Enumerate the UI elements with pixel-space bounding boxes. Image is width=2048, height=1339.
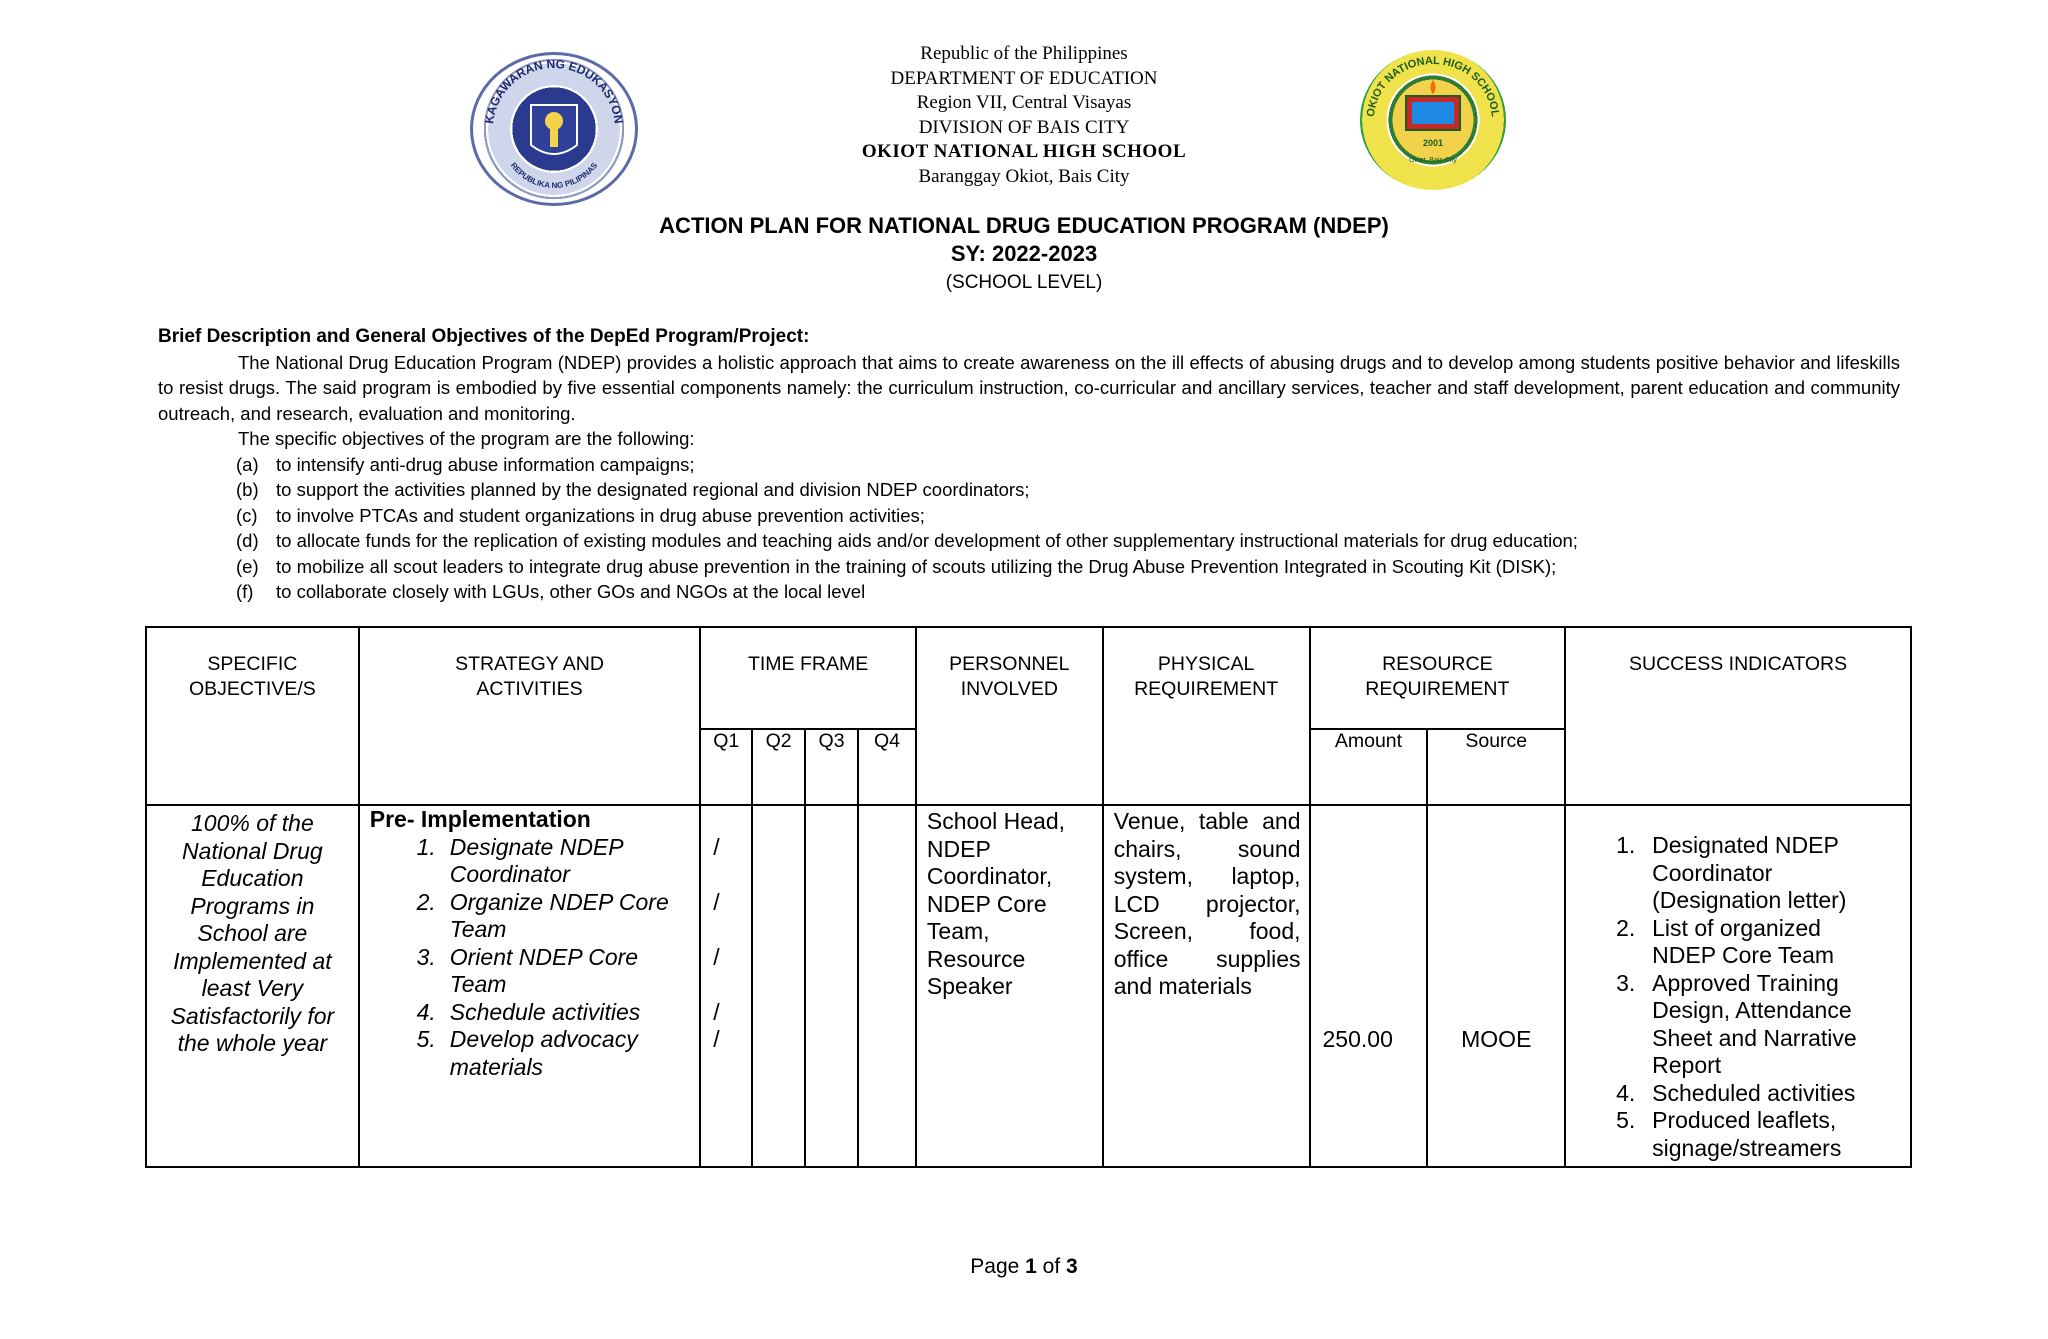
list-item: (a) to intensify anti-drug abuse information campaigns; xyxy=(236,453,695,475)
cell-objective: 100% of the National Drug Education Programs in School are Implemented at least Very Satisfactorily for the whole year xyxy=(146,805,359,1167)
list-item: 4. Scheduled activities xyxy=(1616,1079,1856,1106)
cell-q1: / / / / / xyxy=(700,805,752,1167)
phase-label: Pre- Implementation xyxy=(369,806,591,832)
table-row xyxy=(146,805,1911,1167)
cell-success-indicators xyxy=(1565,805,1911,1167)
school-year: SY: 2022-2023 xyxy=(950,241,1098,266)
action-plan-table xyxy=(145,626,1912,1168)
letterhead-school: OKIOT NATIONAL HIGH SCHOOL xyxy=(861,141,1187,162)
page-number: Page 1 of 3 xyxy=(970,1255,1078,1278)
letterhead-address: Baranggay Okiot, Bais City xyxy=(918,165,1130,187)
school-level: (SCHOOL LEVEL) xyxy=(945,272,1103,293)
letterhead-republic: Republic of the Philippines xyxy=(920,43,1128,64)
header-q1: Q1 xyxy=(700,729,752,805)
header-q3: Q3 xyxy=(805,729,858,805)
list-item: 1. Designate NDEP Coordinator xyxy=(416,833,624,887)
activities-list xyxy=(370,834,692,1082)
list-item: (e) to mobilize all scout leaders to integrate drug abuse prevention in the training of scouts utilizing the Drug Abuse Prevention Integrated in Scouting Kit (DISK); xyxy=(236,555,1557,577)
list-item: (f) to collaborate closely with LGUs, other GOs and NGOs at the local level xyxy=(236,581,866,602)
letterhead-department: DEPARTMENT OF EDUCATION xyxy=(890,67,1158,89)
cell-strategy xyxy=(359,805,701,1167)
svg-text:2001: 2001 xyxy=(1422,138,1444,148)
list-item: 3. Approved Training Design, Attendance Sheet and Narrative Report xyxy=(1616,969,1857,1078)
header-time-frame: TIME FRAME xyxy=(700,627,916,729)
letterhead-region: Region VII, Central Visayas xyxy=(916,92,1132,113)
header-resource-requirement: RESOURCE REQUIREMENT xyxy=(1310,627,1566,729)
svg-text:Okiot, Bais City: Okiot, Bais City xyxy=(1409,157,1457,164)
list-item: 5. Produced leaflets, signage/streamers xyxy=(1616,1107,1842,1161)
header-source: Source xyxy=(1427,729,1565,805)
description-heading: Brief Description and General Objectives of the DepEd Program/Project: xyxy=(158,326,810,347)
cell-q4 xyxy=(858,805,916,1167)
svg-text:KAGAWARAN NG EDUKASYON: KAGAWARAN NG EDUKASYON xyxy=(482,56,626,125)
list-item: 3. Orient NDEP Core Team xyxy=(416,943,639,997)
header-q2: Q2 xyxy=(752,729,805,805)
cell-amount: 250.00 xyxy=(1310,805,1428,1167)
header-strategy-activities: STRATEGY AND ACTIVITIES xyxy=(359,627,701,805)
list-item: (b) to support the activities planned by the designated regional and division NDEP coordinators; xyxy=(236,479,1030,500)
objectives-intro: The specific objectives of the program are the following: xyxy=(238,428,695,449)
description-paragraph: The National Drug Education Program (NDEP) provides a holistic approach that aims to create awareness on the ill effects of abusing drugs and to develop among students positive behavior and lifeskills to resist drugs. The said program is embodied by five essential components namely: the curriculum instruction, co-curricular and ancillary services, teacher and staff development, parent education and community outreach, and research, evaluation and monitoring. xyxy=(158,351,1900,424)
objectives-list xyxy=(158,452,1900,605)
header-q4: Q4 xyxy=(858,729,916,805)
letterhead xyxy=(0,42,2048,189)
letterhead-division: DIVISION OF BAIS CITY xyxy=(918,116,1130,138)
document-title: ACTION PLAN FOR NATIONAL DRUG EDUCATION PROGRAM (NDEP) xyxy=(659,213,1389,238)
document-title-block xyxy=(0,212,2048,298)
header-physical-requirement: PHYSICAL REQUIREMENT xyxy=(1103,627,1310,805)
svg-text:OKIOT NATIONAL HIGH SCHOOL: OKIOT NATIONAL HIGH SCHOOL xyxy=(1364,54,1501,118)
cell-personnel: School Head, NDEP Coordinator, NDEP Core Team, Resource Speaker xyxy=(916,805,1103,1167)
list-item: 5. Develop advocacy materials xyxy=(416,1026,638,1080)
program-description xyxy=(158,324,1900,605)
header-success-indicators: SUCCESS INDICATORS xyxy=(1565,627,1911,805)
success-indicators-list xyxy=(1616,832,1902,1162)
cell-q3 xyxy=(805,805,858,1167)
list-item: (d) to allocate funds for the replication of existing modules and teaching aids and/or development of other supplementary instructional materials for drug education; xyxy=(236,530,1578,551)
cell-physical: Venue, table and chairs, sound system, laptop, LCD projector, Screen, food, office supplies and materials xyxy=(1103,805,1310,1167)
svg-text:REPUBLIKA NG PILIPINAS: REPUBLIKA NG PILIPINAS xyxy=(508,160,600,191)
list-item: 2. List of organized NDEP Core Team xyxy=(1616,914,1835,968)
list-item: (c) to involve PTCAs and student organizations in drug abuse prevention activities; xyxy=(236,504,925,526)
list-item: 4. Schedule activities xyxy=(416,998,641,1025)
cell-q2 xyxy=(752,805,805,1167)
header-personnel-involved: PERSONNEL INVOLVED xyxy=(916,627,1103,805)
header-amount: Amount xyxy=(1310,729,1428,805)
header-specific-objective: SPECIFIC OBJECTIVE/S xyxy=(146,627,359,805)
list-item: 2. Organize NDEP Core Team xyxy=(416,888,669,942)
list-item: 1. Designated NDEP Coordinator (Designation letter) xyxy=(1616,832,1847,913)
cell-source: MOOE xyxy=(1427,805,1565,1167)
